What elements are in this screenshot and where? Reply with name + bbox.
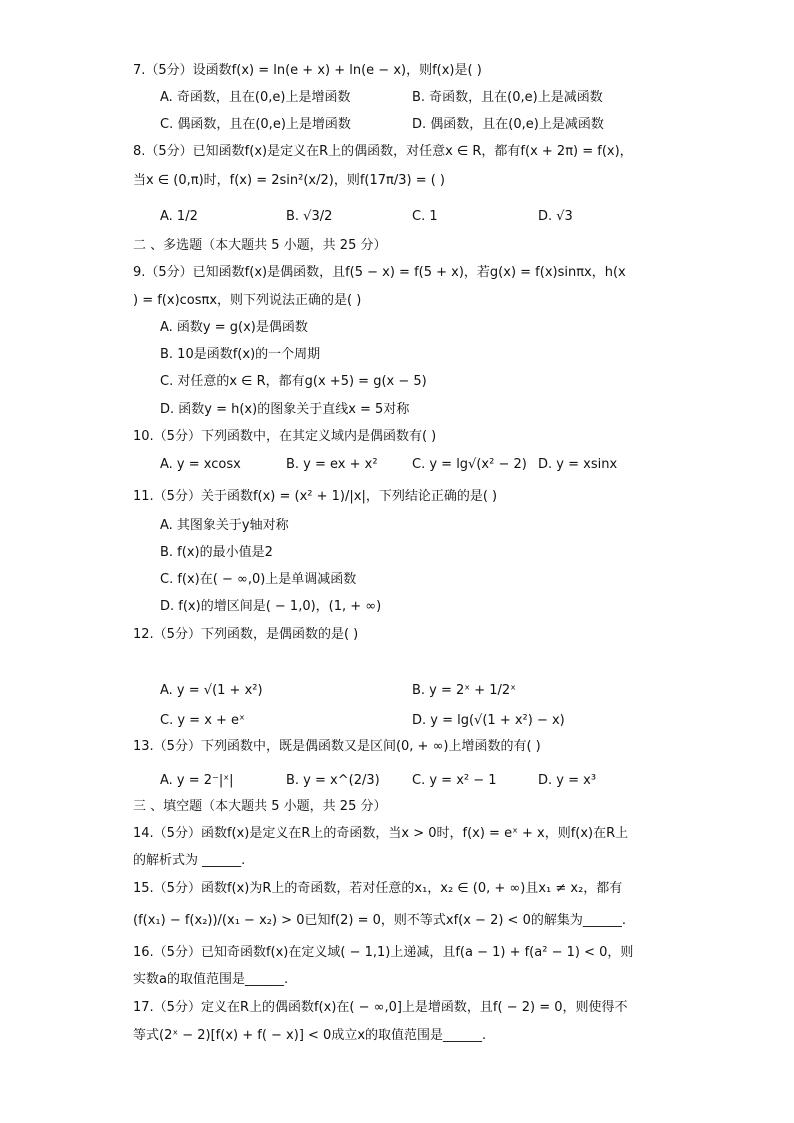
q11-option-c: C. f(x)在( − ∞,0)上是单调减函数 (160, 572, 357, 587)
q12-stem: 12.（5分）下列函数，是偶函数的是( ) (133, 627, 359, 642)
q12-option-a: A. y = √(1 + x²) (160, 683, 263, 698)
q9-stem-line1: 9.（5分）已知函数f(x)是偶函数，且f(5 − x) = f(5 + x)，若g(x) = f(x)sinπx，h(x (133, 265, 626, 280)
q10-option-d: D. y = xsinx (538, 457, 618, 472)
q9-option-d: D. 函数y = h(x)的图象关于直线x = 5对称 (160, 402, 410, 417)
q11-option-a: A. 其图象关于y轴对称 (160, 518, 289, 533)
q10-option-b: B. y = ex + x² (286, 457, 378, 472)
q9-option-a: A. 函数y = g(x)是偶函数 (160, 320, 308, 335)
q17-stem-line1: 17.（5分）定义在R上的偶函数f(x)在( − ∞,0]上是增函数，且f( − 2) = 0，则使得不 (133, 1000, 628, 1015)
q7-stem: 7.（5分）设函数f(x) = ln(e + x) + ln(e − x)，则f(x)是( ) (133, 63, 482, 78)
q8-option-a: A. 1/2 (160, 209, 198, 224)
q17-stem-line2: 等式(2ˣ − 2)[f(x) + f( − x)] < 0成立x的取值范围是______. (133, 1028, 487, 1043)
q13-option-a: A. y = 2⁻|ˣ| (160, 773, 234, 788)
q11-stem: 11.（5分）关于函数f(x) = (x² + 1)/|x|，下列结论正确的是( ) (133, 489, 498, 504)
q8-stem-line1: 8.（5分）已知函数f(x)是定义在R上的偶函数，对任意x ∈ R，都有f(x + 2π) = f(x)， (133, 144, 633, 159)
q11-option-d: D. f(x)的增区间是( − 1,0)，(1, + ∞) (160, 599, 382, 614)
q10-option-a: A. y = xcosx (160, 457, 241, 472)
q8-option-d: D. √3 (538, 209, 573, 224)
q8-option-b: B. √3/2 (286, 209, 333, 224)
q15-stem-line2: (f(x₁) − f(x₂))/(x₁ − x₂) > 0已知f(2) = 0，则不等式xf(x − 2) < 0的解集为______. (133, 913, 626, 928)
q12-option-b: B. y = 2ˣ + 1/2ˣ (412, 683, 516, 698)
q7-option-a: A. 奇函数，且在(0,e)上是增函数 (160, 90, 351, 105)
q7-option-c: C. 偶函数，且在(0,e)上是增函数 (160, 117, 351, 132)
q13-option-c: C. y = x² − 1 (412, 773, 497, 788)
q16-stem-line1: 16.（5分）已知奇函数f(x)在定义域( − 1,1)上递减，且f(a − 1) + f(a² − 1) < 0，则 (133, 945, 634, 960)
q10-option-c: C. y = lg√(x² − 2) (412, 457, 527, 472)
q13-stem: 13.（5分）下列函数中，既是偶函数又是区间(0, + ∞)上增函数的有( ) (133, 739, 541, 754)
q15-stem-line1: 15.（5分）函数f(x)为R上的奇函数，若对任意的x₁，x₂ ∈ (0, + ∞)且x₁ ≠ x₂，都有 (133, 881, 623, 896)
q16-stem-line2: 实数a的取值范围是______. (133, 972, 289, 987)
q10-stem: 10.（5分）下列函数中，在其定义域内是偶函数有( ) (133, 429, 437, 444)
section-fill-in-heading: 三 、填空题（本大题共 5 小题，共 25 分） (133, 799, 387, 814)
q11-option-b: B. f(x)的最小值是2 (160, 545, 273, 560)
q12-option-d: D. y = lg(√(1 + x²) − x) (412, 713, 565, 728)
q8-stem-line2: 当x ∈ (0,π)时，f(x) = 2sin²(x/2)，则f(17π/3) = ( ) (133, 173, 445, 188)
q9-option-c: C. 对任意的x ∈ R，都有g(x +5) = g(x − 5) (160, 374, 427, 389)
q13-option-d: D. y = x³ (538, 773, 597, 788)
section-multiple-choice-heading: 二 、多选题（本大题共 5 小题，共 25 分） (133, 238, 387, 253)
q7-option-b: B. 奇函数，且在(0,e)上是减函数 (412, 90, 603, 105)
q8-option-c: C. 1 (412, 209, 438, 224)
q7-option-d: D. 偶函数，且在(0,e)上是减函数 (412, 117, 604, 132)
q9-option-b: B. 10是函数f(x)的一个周期 (160, 347, 321, 362)
q13-option-b: B. y = x^(2/3) (286, 773, 380, 788)
q14-stem-line1: 14.（5分）函数f(x)是定义在R上的奇函数，当x > 0时，f(x) = eˣ + x，则f(x)在R上 (133, 826, 629, 841)
q12-option-c: C. y = x + eˣ (160, 713, 245, 728)
q14-stem-line2: 的解析式为 ______. (133, 853, 246, 868)
q9-stem-line2: ) = f(x)cosπx，则下列说法正确的是( ) (133, 293, 362, 308)
